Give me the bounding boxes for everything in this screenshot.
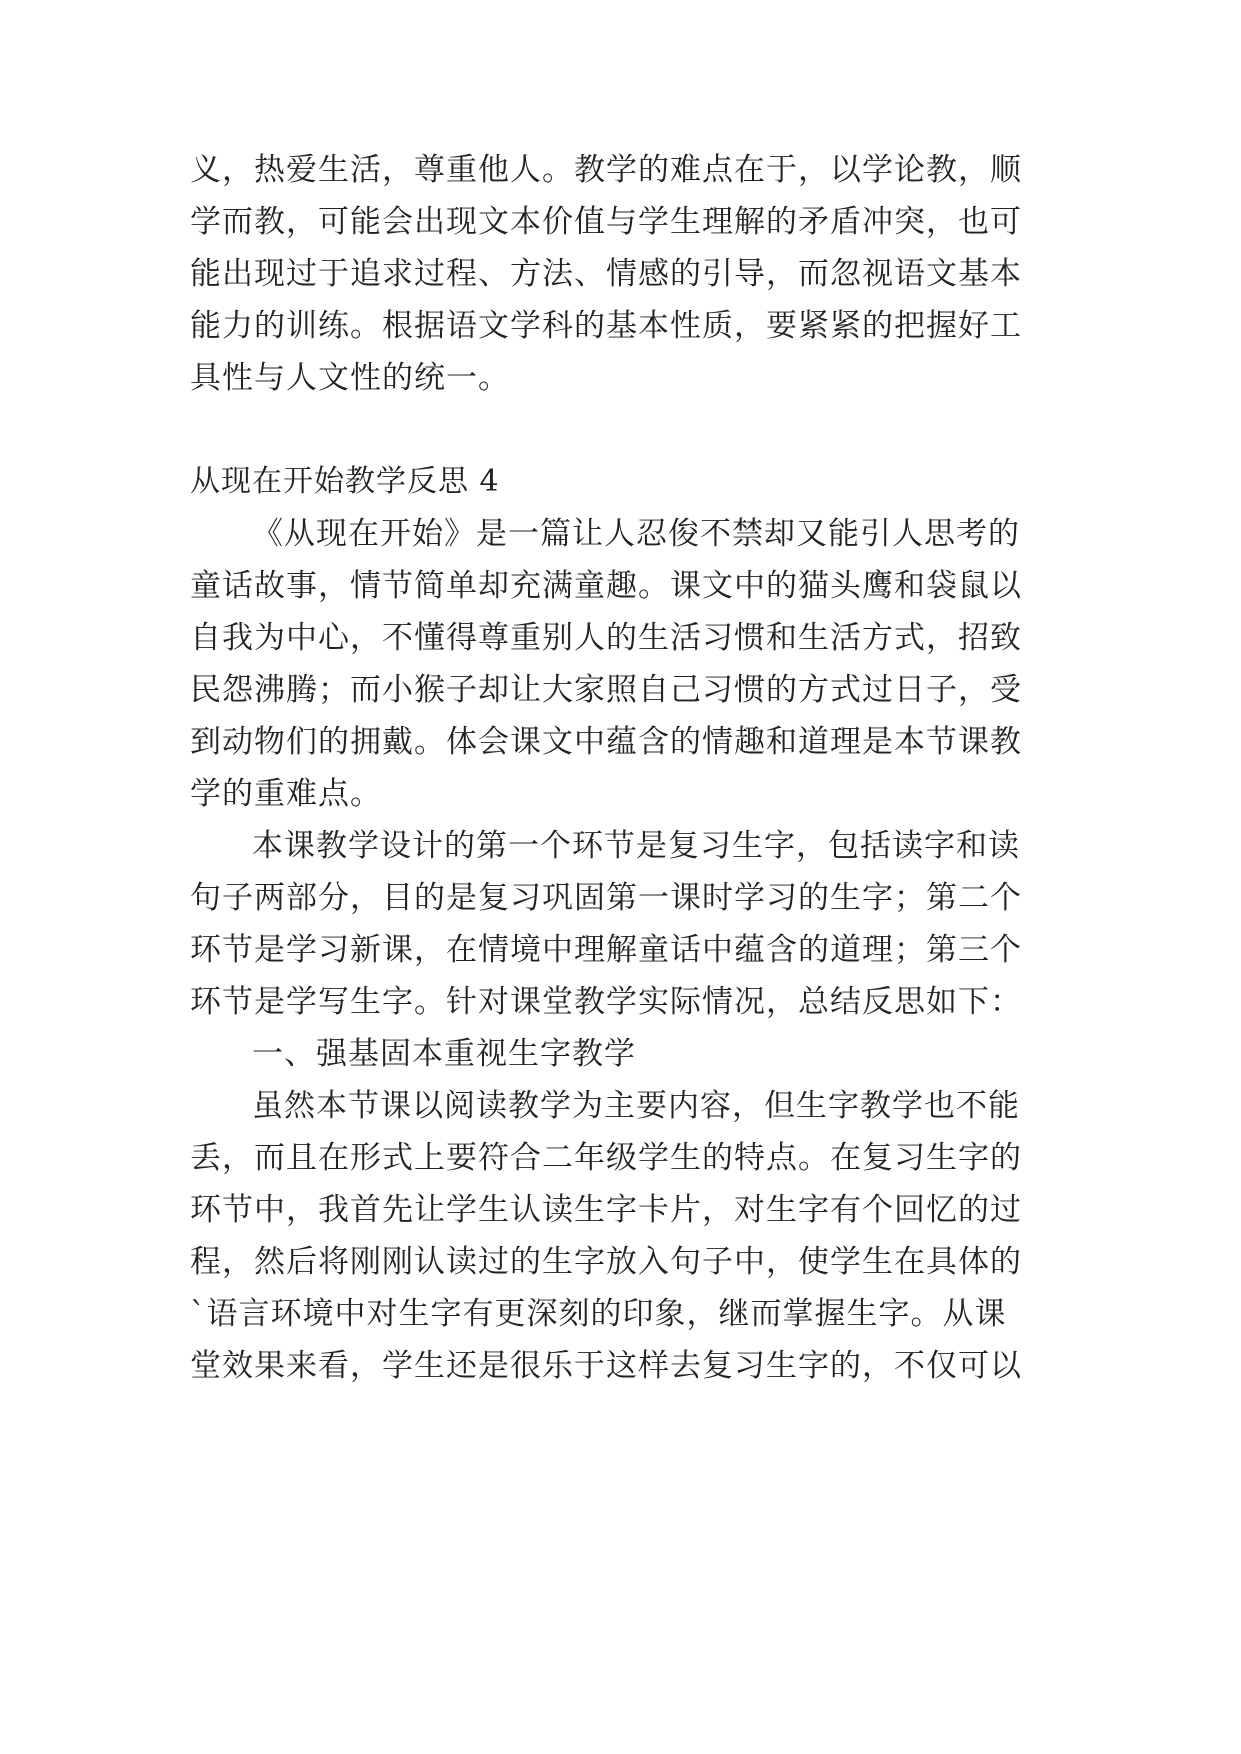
paragraph-2-line: 民怨沸腾；而小猴子却让大家照自己习惯的方式过日子，受	[190, 672, 1022, 708]
paragraph-3-line: 环节是学习新课，在情境中理解童话中蕴含的道理；第三个	[190, 932, 1022, 968]
paragraph-2-line: 《从现在开始》是一篇让人忍俊不禁却又能引人思考的	[252, 516, 1020, 552]
paragraph-1-line: 学而教，可能会出现文本价值与学生理解的矛盾冲突，也可	[190, 204, 1022, 240]
paragraph-2-line: 童话故事，情节简单却充满童趣。课文中的猫头鹰和袋鼠以	[190, 568, 1022, 604]
paragraph-2-line: 到动物们的拥戴。体会课文中蕴含的情趣和道理是本节课教	[190, 724, 1022, 760]
paragraph-4-line: 虽然本节课以阅读教学为主要内容，但生字教学也不能	[252, 1088, 1020, 1124]
paragraph-1-line: 能出现过于追求过程、方法、情感的引导，而忽视语文基本	[190, 256, 1022, 292]
paragraph-2-line: 学的重难点。	[190, 776, 382, 812]
paragraph-1-line: 义，热爱生活，尊重他人。教学的难点在于，以学论教，顺	[190, 152, 1022, 188]
paragraph-1-line: 具性与人文性的统一。	[190, 360, 510, 396]
paragraph-4-line: 丢，而且在形式上要符合二年级学生的特点。在复习生字的	[190, 1140, 1022, 1176]
paragraph-3-line: 本课教学设计的第一个环节是复习生字，包括读字和读	[252, 828, 1020, 864]
paragraph-1-line: 能力的训练。根据语文学科的基本性质，要紧紧的把握好工	[190, 308, 1022, 344]
paragraph-2-line: 自我为中心，不懂得尊重别人的生活习惯和生活方式，招致	[190, 620, 1022, 656]
paragraph-4-line: 环节中，我首先让学生认读生字卡片，对生字有个回忆的过	[190, 1192, 1022, 1228]
paragraph-3-line: 环节是学写生字。针对课堂教学实际情况，总结反思如下：	[190, 984, 1022, 1020]
paragraph-3-line: 句子两部分，目的是复习巩固第一课时学习的生字；第二个	[190, 880, 1022, 916]
paragraph-4-line: 程，然后将刚刚认读过的生字放入句子中，使学生在具体的	[190, 1244, 1022, 1280]
subheading: 一、强基固本重视生字教学	[252, 1036, 636, 1072]
paragraph-4-line: `语言环境中对生字有更深刻的印象，继而掌握生字。从课	[190, 1296, 1007, 1332]
paragraph-4-line: 堂效果来看，学生还是很乐于这样去复习生字的，不仅可以	[190, 1348, 1022, 1384]
section-title: 从现在开始教学反思 4	[190, 464, 500, 499]
